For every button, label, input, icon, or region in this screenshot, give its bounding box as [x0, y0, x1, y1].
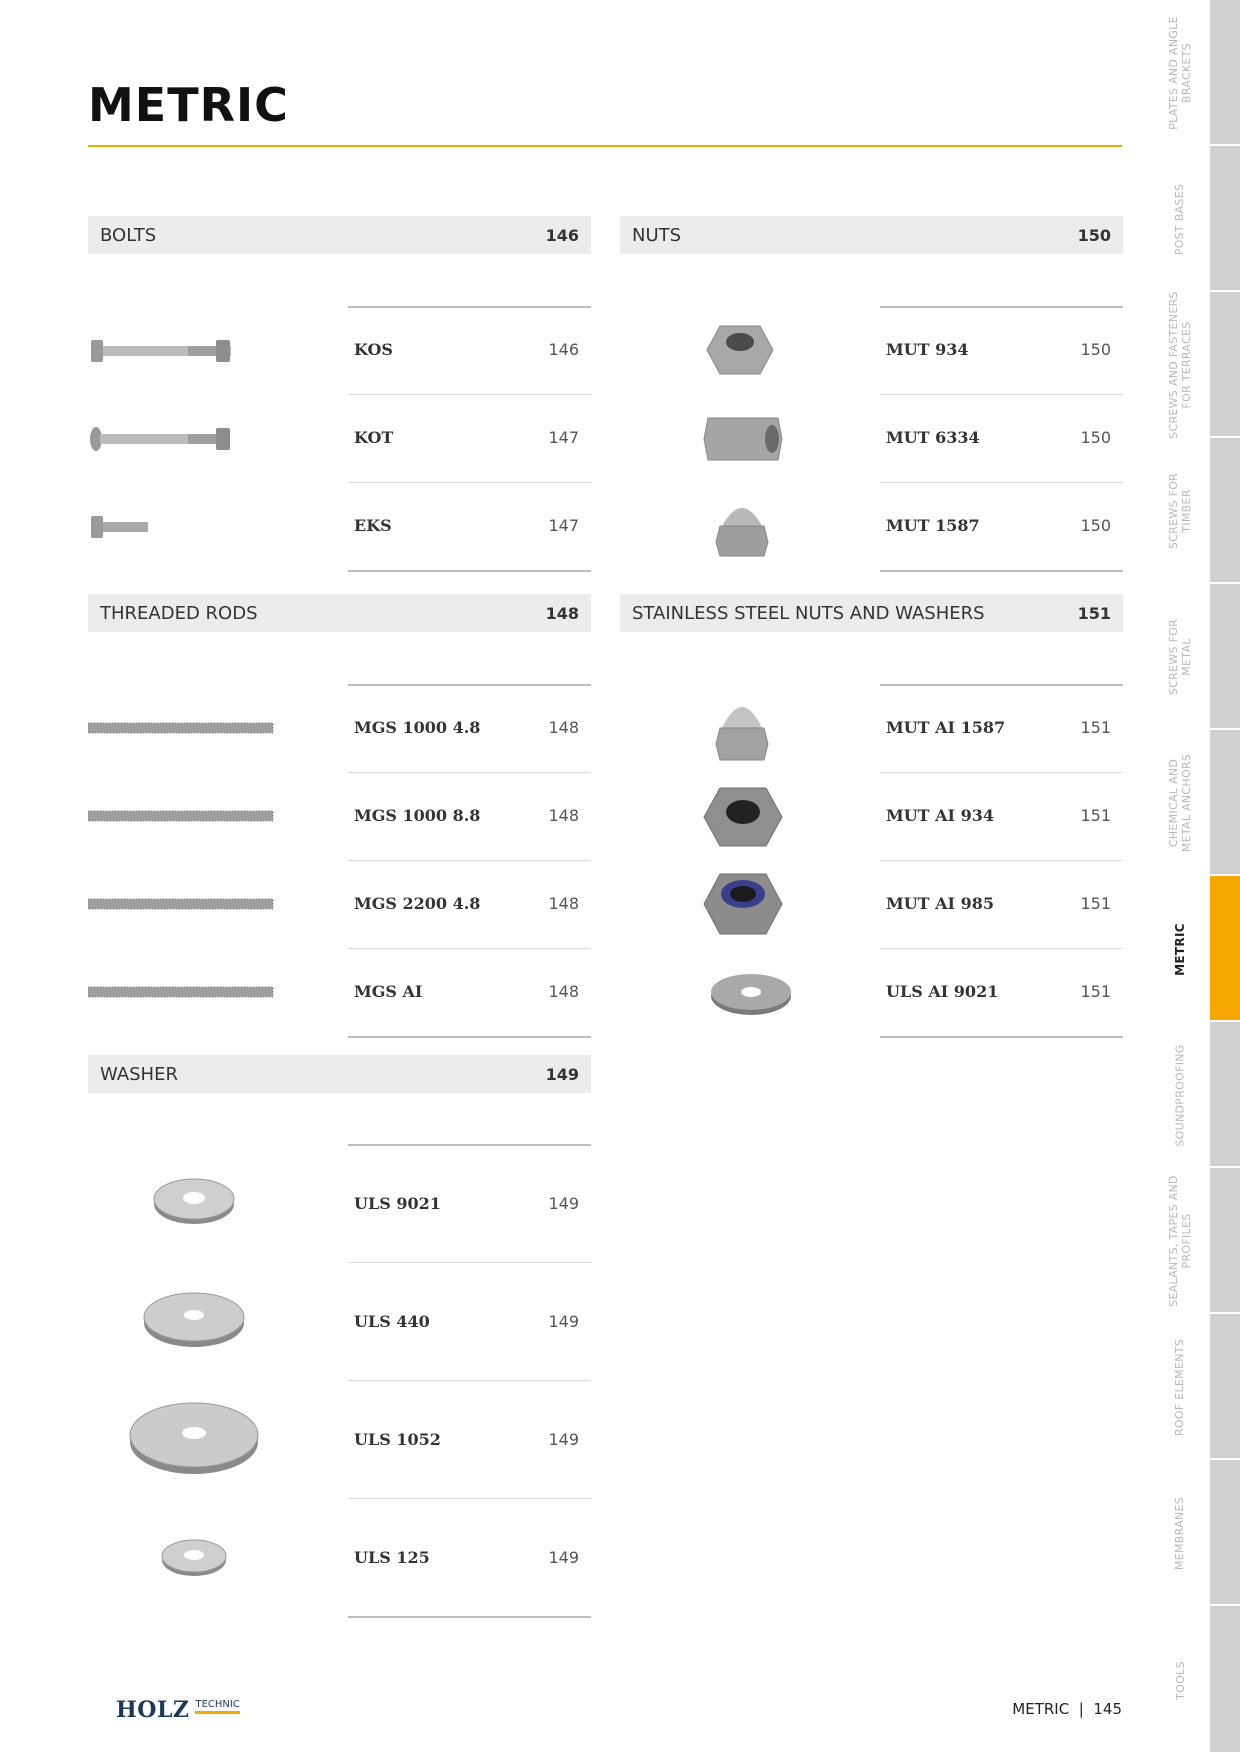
- threaded-rod-icon: [88, 984, 274, 1000]
- section-header: [620, 594, 1123, 632]
- brand-logo: [116, 1697, 240, 1723]
- list-item[interactable]: [620, 772, 1123, 860]
- product-code: MUT 1587: [886, 516, 980, 535]
- washer-icon: [152, 1176, 236, 1226]
- product-code: MGS 1000 8.8: [354, 806, 481, 825]
- washer-icon: [710, 972, 792, 1016]
- lock-nut-icon: [702, 870, 784, 938]
- side-tab-metric[interactable]: [1210, 876, 1240, 1022]
- section-title: THREADED RODS: [100, 602, 258, 624]
- threaded-rod-icon: [88, 808, 274, 824]
- product-code: ULS 9021: [354, 1194, 441, 1213]
- row-divider: [880, 570, 1123, 572]
- product-page: 151: [1080, 806, 1111, 825]
- product-code: MUT AI 985: [886, 894, 995, 913]
- product-page: 149: [548, 1430, 579, 1449]
- hex-bolt-short-icon: [88, 512, 153, 542]
- list-item[interactable]: [620, 860, 1123, 948]
- product-page: 148: [548, 806, 579, 825]
- product-code: ULS 1052: [354, 1430, 441, 1449]
- side-tab-screws-timber[interactable]: [1210, 438, 1240, 584]
- side-tab-label-metric: METRIC: [1172, 922, 1187, 976]
- section-bolts: [88, 216, 591, 574]
- cap-nut-icon: [712, 692, 772, 764]
- side-tab-label-screws-timber: SCREWS FOR TIMBER: [1167, 472, 1193, 550]
- list-item[interactable]: [88, 1262, 591, 1380]
- product-code: MGS 2200 4.8: [354, 894, 481, 913]
- side-tab-label-roof-elements: ROOF ELEMENTS: [1173, 1338, 1187, 1436]
- page-footer: [1012, 1700, 1122, 1718]
- side-tab-sealants[interactable]: [1210, 1168, 1240, 1314]
- row-divider: [348, 570, 591, 572]
- section-washer: [88, 1055, 591, 1583]
- side-tab-label-screws-metal: SCREWS FOR METAL: [1167, 618, 1193, 696]
- side-tab-screws-metal[interactable]: [1210, 584, 1240, 730]
- section-title: WASHER: [100, 1063, 178, 1085]
- title-rule: [88, 145, 1122, 147]
- product-page: 148: [548, 894, 579, 913]
- list-item[interactable]: [620, 394, 1123, 482]
- product-code: ULS 125: [354, 1548, 430, 1567]
- product-page: 149: [548, 1548, 579, 1567]
- section-header: [88, 1055, 591, 1093]
- washer-icon: [160, 1538, 228, 1578]
- product-page: 147: [548, 516, 579, 535]
- list-item[interactable]: [88, 948, 591, 1036]
- list-item[interactable]: [88, 1144, 591, 1262]
- washer-icon: [128, 1400, 260, 1476]
- product-code: MUT AI 1587: [886, 718, 1006, 737]
- product-page: 150: [1080, 516, 1111, 535]
- side-tab-label-post-bases: POST BASES: [1173, 183, 1187, 255]
- list-item[interactable]: [620, 306, 1123, 394]
- side-tab-label-sealants: SEALANTS, TAPES AND PROFILES: [1167, 1175, 1194, 1307]
- list-item[interactable]: [88, 394, 591, 482]
- side-tab-label-anchors: CHEMICAL AND METAL ANCHORS: [1167, 753, 1194, 853]
- list-item[interactable]: [88, 860, 591, 948]
- product-code: EKS: [354, 516, 392, 535]
- side-tab-label-plates-and-angle-brackets: PLATES AND ANGLE BRACKETS: [1167, 16, 1193, 130]
- product-code: KOT: [354, 428, 394, 447]
- side-tab-label-membranes: MEMBRANES: [1173, 1496, 1187, 1570]
- hex-nut-icon: [705, 320, 775, 380]
- section-page-number[interactable]: 150: [1077, 225, 1111, 245]
- product-code: MUT 6334: [886, 428, 980, 447]
- side-tab-membranes[interactable]: [1210, 1460, 1240, 1606]
- side-tab-label-screws-terraces: SCREWS AND FASTENERS FOR TERRACES: [1167, 291, 1194, 439]
- product-page: 149: [548, 1194, 579, 1213]
- product-page: 150: [1080, 428, 1111, 447]
- section-title: NUTS: [632, 224, 682, 246]
- side-tab-roof-elements[interactable]: [1210, 1314, 1240, 1460]
- product-page: 147: [548, 428, 579, 447]
- list-item[interactable]: [620, 482, 1123, 570]
- footer-separator: |: [1073, 1700, 1089, 1718]
- list-item[interactable]: [88, 1380, 591, 1498]
- coupling-nut-icon: [702, 416, 784, 462]
- product-page: 148: [548, 982, 579, 1001]
- section-page-number[interactable]: 148: [545, 603, 579, 623]
- cap-nut-icon: [712, 496, 772, 558]
- product-page: 150: [1080, 340, 1111, 359]
- list-item[interactable]: [88, 1498, 591, 1616]
- section-title: BOLTS: [100, 224, 157, 246]
- product-page: 149: [548, 1312, 579, 1331]
- list-item[interactable]: [88, 306, 591, 394]
- section-header: [88, 594, 591, 632]
- section-page-number[interactable]: 146: [545, 225, 579, 245]
- product-page: 148: [548, 718, 579, 737]
- carriage-bolt-icon: [88, 424, 233, 454]
- product-code: MUT AI 934: [886, 806, 995, 825]
- list-item[interactable]: [620, 684, 1123, 772]
- product-code: MGS 1000 4.8: [354, 718, 481, 737]
- side-tab-screws-terraces[interactable]: [1210, 292, 1240, 438]
- section-stainless-steel: [620, 594, 1123, 1032]
- logo-subtitle: TECHNIC: [195, 1697, 239, 1714]
- footer-section: METRIC: [1012, 1700, 1070, 1718]
- list-item[interactable]: [88, 684, 591, 772]
- logo-wordmark: HOLZ: [116, 1697, 190, 1723]
- product-page: 151: [1080, 982, 1111, 1001]
- threaded-rod-icon: [88, 720, 274, 736]
- product-code: MUT 934: [886, 340, 969, 359]
- hex-nut-icon: [702, 784, 784, 850]
- side-tab-post-bases[interactable]: [1210, 146, 1240, 292]
- list-item[interactable]: [620, 948, 1123, 1036]
- section-page-number[interactable]: 151: [1077, 603, 1111, 623]
- section-title: STAINLESS STEEL NUTS AND WASHERS: [632, 602, 985, 624]
- section-page-number[interactable]: 149: [545, 1064, 579, 1084]
- product-code: ULS AI 9021: [886, 982, 999, 1001]
- row-divider: [880, 1036, 1123, 1038]
- list-item[interactable]: [88, 482, 591, 570]
- side-tab-soundproofing[interactable]: [1210, 1022, 1240, 1168]
- side-tab-anchors[interactable]: [1210, 730, 1240, 876]
- product-page: 151: [1080, 894, 1111, 913]
- page-title: METRIC: [88, 78, 289, 132]
- side-tab-label-tools: TOOLS: [1173, 1660, 1187, 1700]
- threaded-rod-icon: [88, 896, 274, 912]
- section-threaded-rods: [88, 594, 591, 1032]
- product-code: ULS 440: [354, 1312, 430, 1331]
- side-tab-plates-and-angle-brackets[interactable]: [1210, 0, 1240, 146]
- washer-icon: [142, 1290, 246, 1350]
- section-header: [88, 216, 591, 254]
- row-divider: [348, 1036, 591, 1038]
- footer-page-number: 145: [1093, 1700, 1122, 1718]
- product-page: 146: [548, 340, 579, 359]
- row-divider: [348, 1616, 591, 1618]
- section-nuts: [620, 216, 1123, 574]
- list-item[interactable]: [88, 772, 591, 860]
- side-tab-tools[interactable]: [1210, 1606, 1240, 1754]
- product-code: MGS AI: [354, 982, 423, 1001]
- side-tab-label-soundproofing: SOUNDPROOFING: [1173, 1043, 1187, 1147]
- section-header: [620, 216, 1123, 254]
- hex-bolt-long-icon: [88, 336, 233, 366]
- product-page: 151: [1080, 718, 1111, 737]
- product-code: KOS: [354, 340, 393, 359]
